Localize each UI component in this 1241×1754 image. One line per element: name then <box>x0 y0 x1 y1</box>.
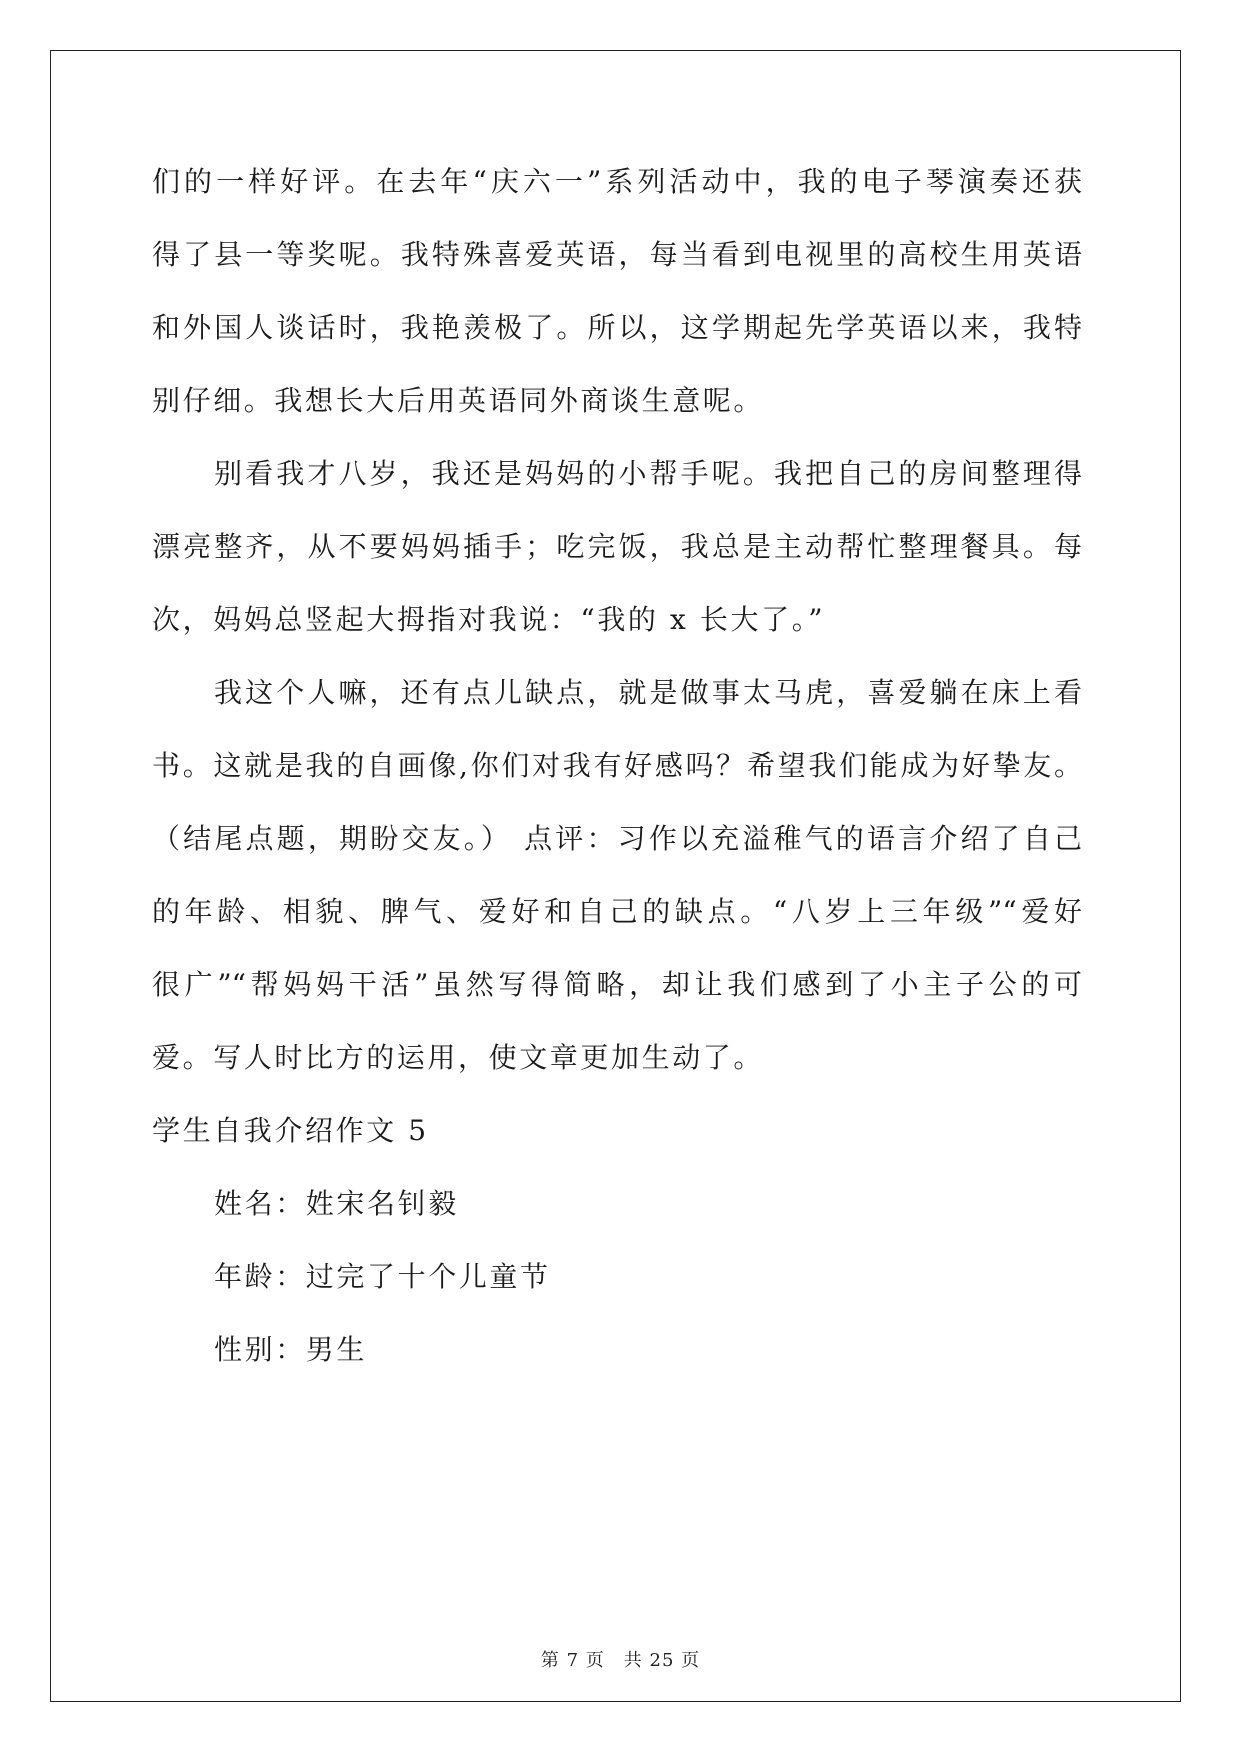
page-number: 第 7 页 共 25 页 <box>540 1650 701 1671</box>
section-heading: 学生自我介绍作文 5 <box>152 1114 429 1147</box>
text-line: 和外国人谈话时，我艳羡极了。所以，这学期起先学英语以来，我特 <box>152 311 1082 344</box>
text-line: 很广”“帮妈妈干活”虽然写得简略，却让我们感到了小主子公的可 <box>152 968 1082 1001</box>
profile-gender: 性别：男生 <box>214 1333 368 1366</box>
text-line: （结尾点题，期盼交友。） 点评：习作以充溢稚气的语言介绍了自己 <box>152 822 1082 855</box>
text-line: 别仔细。我想长大后用英语同外商谈生意呢。 <box>152 384 765 417</box>
text-line: 的年龄、相貌、脾气、爱好和自己的缺点。“八岁上三年级”“爱好 <box>152 895 1082 928</box>
profile-name: 姓名：姓宋名钊毅 <box>214 1187 459 1220</box>
page-border <box>50 50 1181 1702</box>
text-line: 们的一样好评。在去年“庆六一”系列活动中，我的电子琴演奏还获 <box>152 165 1082 198</box>
text-line: 别看我才八岁，我还是妈妈的小帮手呢。我把自己的房间整理得 <box>214 457 1082 490</box>
text-line: 得了县一等奖呢。我特殊喜爱英语，每当看到电视里的高校生用英语 <box>152 238 1082 271</box>
text-line: 漂亮整齐，从不要妈妈插手；吃完饭，我总是主动帮忙整理餐具。每 <box>152 530 1082 563</box>
text-line: 次，妈妈总竖起大拇指对我说：“我的 x 长大了。” <box>152 603 826 636</box>
text-line: 书。这就是我的自画像,你们对我有好感吗？希望我们能成为好挚友。 <box>152 749 1082 782</box>
text-line: 爱。写人时比方的运用，使文章更加生动了。 <box>152 1041 765 1074</box>
profile-age: 年龄：过完了十个儿童节 <box>214 1260 551 1293</box>
text-line: 我这个人嘛，还有点儿缺点，就是做事太马虎，喜爱躺在床上看 <box>214 676 1082 709</box>
